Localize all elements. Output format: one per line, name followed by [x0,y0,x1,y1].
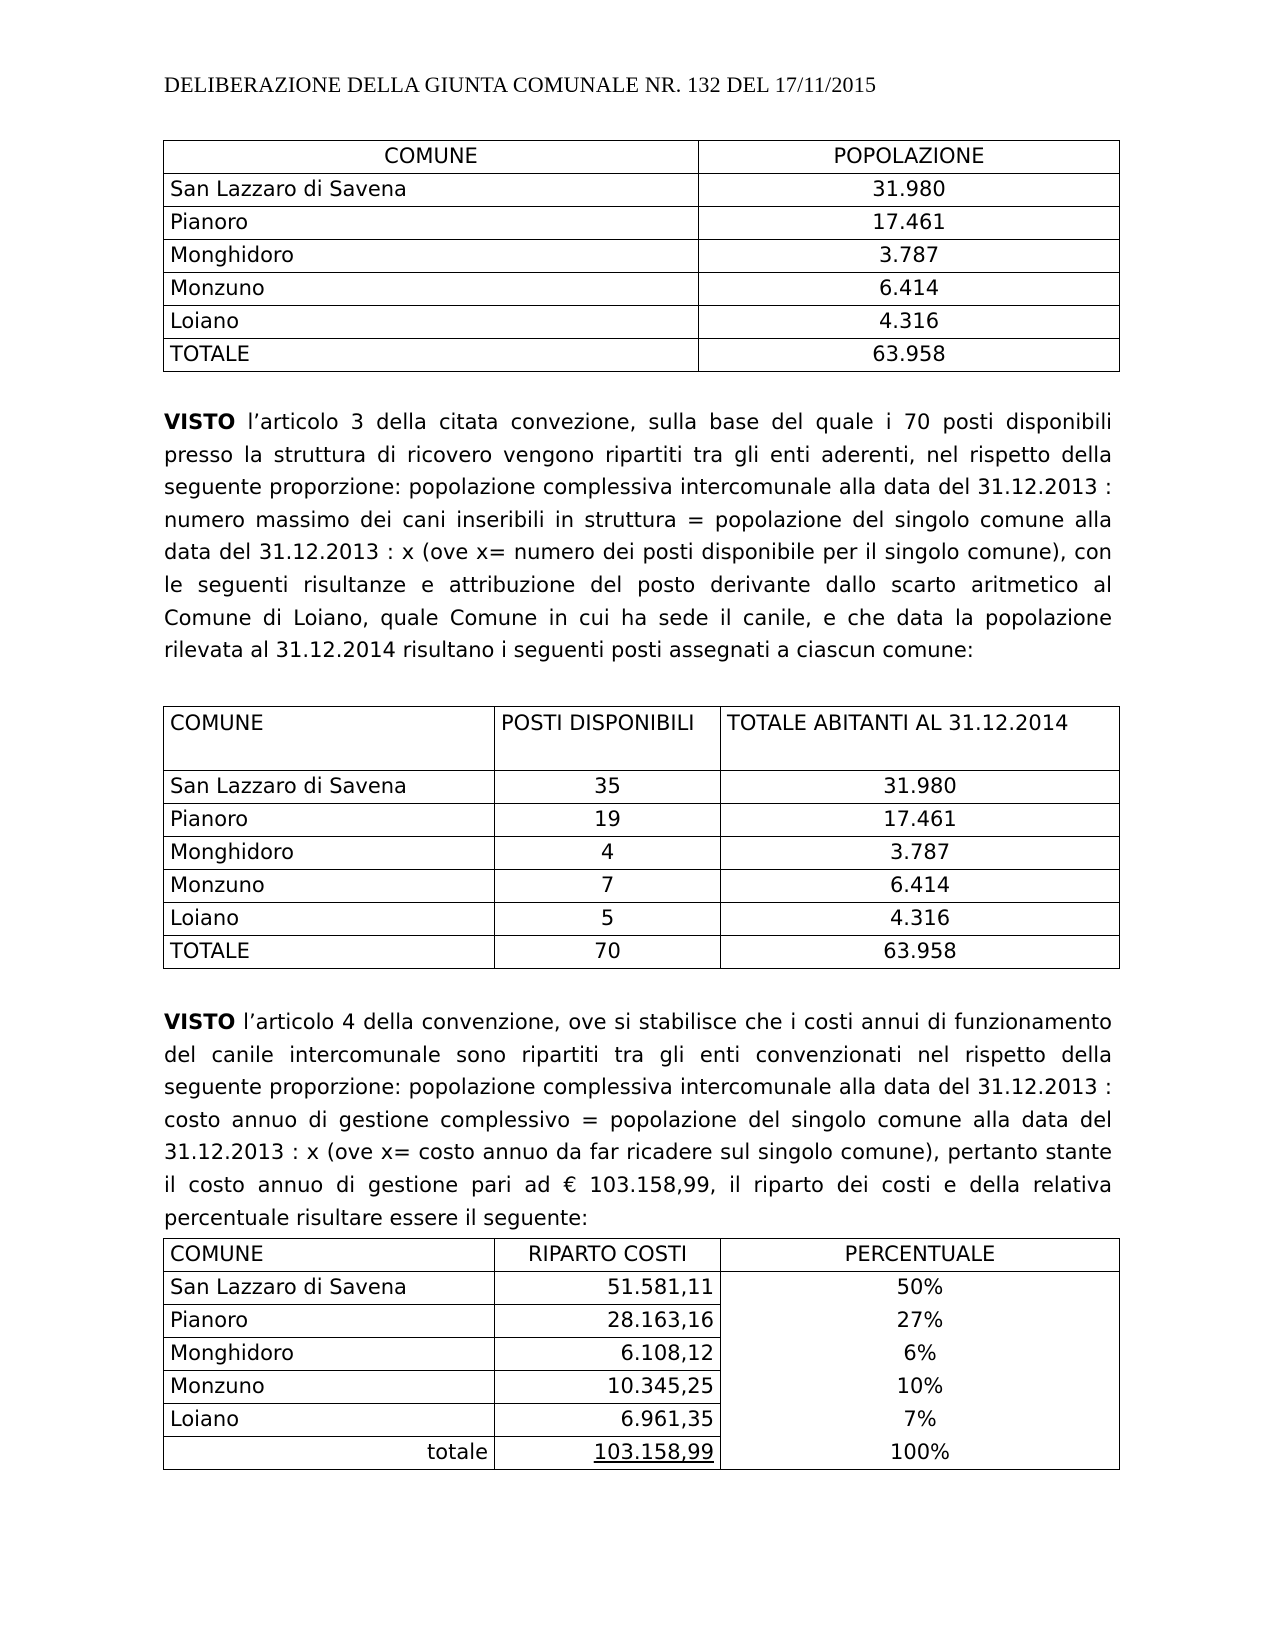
table-cell: 6.108,12 [495,1338,721,1371]
paragraph-articolo-3 [164,406,1112,667]
table-total-row [164,339,1120,372]
column-header: TOTALE ABITANTI AL 31.12.2014 [721,707,1120,771]
table-cell: San Lazzaro di Savena [164,174,699,207]
table-cell: 35 [495,771,721,804]
table-cell: TOTALE [164,339,699,372]
table-cell: 10% [721,1371,1120,1404]
paragraph-text: l’articolo 3 della citata convezione, sulla base del quale i 70 posti disponibili presso la struttura di ricovero vengono ripartiti tra gli enti aderenti, nel rispetto della seguente proporzione: popolazione complessiva intercomunale alla data del 31.12.2013 : numero massimo dei cani inseribili in struttura = popolazione del singolo comune alla data del 31.12.2013 : x (ove x= numero dei posti disponibile per il singolo comune), con le seguenti risultanze e attribuzione del posto derivante dallo scarto aritmetico al Comune di Loiano, quale Comune in cui ha sede il canile, e che data la popolazione rilevata al 31.12.2014 risultano i seguenti posti assegnati a ciascun comune: [164,410,1112,663]
column-header: RIPARTO COSTI [495,1239,721,1272]
table-cell: 27% [721,1305,1120,1338]
table-cell: Monghidoro [164,1338,495,1371]
paragraph-lead: VISTO [164,1010,236,1034]
table-cell: 3.787 [699,240,1120,273]
table-cell: 17.461 [721,804,1120,837]
table-row [164,1371,1120,1404]
table-row [164,174,1120,207]
column-header: COMUNE [164,141,699,174]
table-cell: 51.581,11 [495,1272,721,1305]
column-header: PERCENTUALE [721,1239,1120,1272]
table-cell: 4.316 [721,903,1120,936]
table-cell: 19 [495,804,721,837]
places-table [163,706,1120,969]
column-header: POPOLAZIONE [699,141,1120,174]
table-cell: 4.316 [699,306,1120,339]
table-cell: Loiano [164,903,495,936]
table-cell: Monzuno [164,273,699,306]
table-header-row [164,1239,1120,1272]
table-cell: 50% [721,1272,1120,1305]
table-row [164,306,1120,339]
table-row [164,207,1120,240]
table-cell: totale [164,1437,495,1470]
table-cell: 28.163,16 [495,1305,721,1338]
table-cell: 31.980 [721,771,1120,804]
table-cell: 17.461 [699,207,1120,240]
table-row [164,870,1120,903]
table-row [164,837,1120,870]
table-cell: 5 [495,903,721,936]
table-cell: Monzuno [164,870,495,903]
table-cell: 31.980 [699,174,1120,207]
paragraph-articolo-4 [164,1006,1112,1234]
table-row [164,1338,1120,1371]
table-cell: 3.787 [721,837,1120,870]
table-cell: 7% [721,1404,1120,1437]
total-cost-value: 103.158,99 [593,1440,714,1464]
table-cell: 7 [495,870,721,903]
table-header-row [164,707,1120,771]
table-cell [495,1437,721,1470]
table-row [164,1404,1120,1437]
table-cell: Loiano [164,1404,495,1437]
column-header: COMUNE [164,707,495,771]
table-row [164,1272,1120,1305]
table-row [164,273,1120,306]
table-header-row [164,141,1120,174]
column-header: COMUNE [164,1239,495,1272]
table-cell: 63.958 [699,339,1120,372]
table-row [164,240,1120,273]
population-table [163,140,1120,372]
table-cell: San Lazzaro di Savena [164,1272,495,1305]
table-cell: Pianoro [164,804,495,837]
cost-table [163,1238,1120,1470]
table-cell: 6.414 [721,870,1120,903]
table-cell: 10.345,25 [495,1371,721,1404]
table-cell: Pianoro [164,1305,495,1338]
table-cell: TOTALE [164,936,495,969]
page-header: DELIBERAZIONE DELLA GIUNTA COMUNALE NR. 132 DEL 17/11/2015 [164,72,877,97]
column-header: POSTI DISPONIBILI [495,707,721,771]
table-cell: 6% [721,1338,1120,1371]
table-row [164,771,1120,804]
table-cell: Loiano [164,306,699,339]
paragraph-text: l’articolo 4 della convenzione, ove si stabilisce che i costi annui di funzionamento del canile intercomunale sono ripartiti tra gli enti convenzionati nel rispetto della seguente proporzione: popolazione complessiva intercomunale alla data del 31.12.2013 : costo annuo di gestione complessivo = popolazione del singolo comune alla data del 31.12.2013 : x (ove x= costo annuo da far ricadere sul singolo comune), pertanto stante il costo annuo di gestione pari ad € 103.158,99, il riparto dei costi e della relativa percentuale risultare essere il seguente: [164,1010,1112,1230]
table-cell: 70 [495,936,721,969]
table-cell: 100% [721,1437,1120,1470]
table-cell: 6.414 [699,273,1120,306]
table-cell: San Lazzaro di Savena [164,771,495,804]
table-row [164,903,1120,936]
table-total-row [164,936,1120,969]
table-cell: Monghidoro [164,240,699,273]
table-cell: 6.961,35 [495,1404,721,1437]
table-cell: 63.958 [721,936,1120,969]
table-total-row [164,1437,1120,1470]
table-cell: Pianoro [164,207,699,240]
table-row [164,1305,1120,1338]
table-cell: Monzuno [164,1371,495,1404]
table-cell: Monghidoro [164,837,495,870]
paragraph-lead: VISTO [164,410,236,434]
table-row [164,804,1120,837]
table-cell: 4 [495,837,721,870]
